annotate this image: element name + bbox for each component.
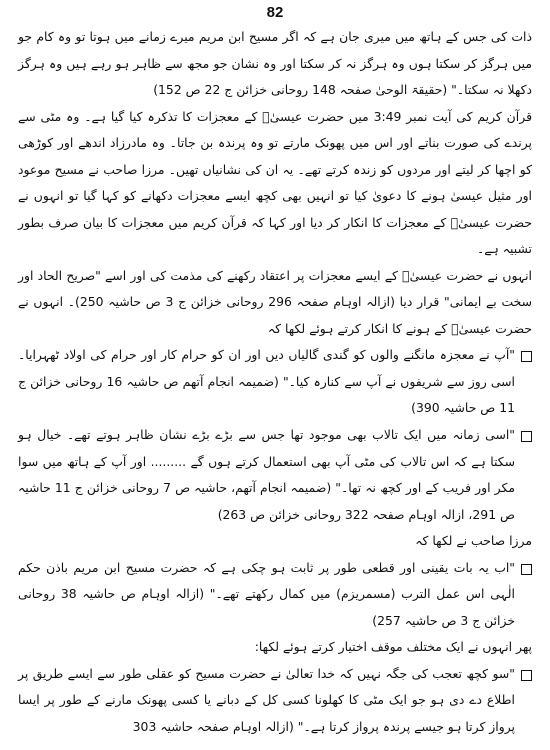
- bullet-text: "اسی زمانہ میں ایک تالاب بھی موجود تھا جس سے بڑے بڑے نشان ظاہر ہوتے تھے۔ خیال ہو سکتا ہے کہ اس تالاب کی مٹی آپ بھی استعمال کرتے ہوں گے ......... اور آپ کے ہاتھ میں سوا مکر اور فریب کے اور کچھ نہ تھا۔" (ضمیمہ انجام آتھم، حاشیہ ص 7 روحانی خزائن ج 11 حاشیہ ص 291، ازالہ اوہام صفحہ 322 روحانی خزائن ص 263): [18, 426, 515, 522]
- page-content: [18, 24, 532, 740]
- bullet-text: "سو کچھ تعجب کی جگہ نہیں کہ خدا تعالیٰ نے حضرت مسیح کو عقلی طور سے ایسے طریق پر اطلاع دے دی ہو جو ایک مٹی کا کھلونا کسی کل کے دبانے یا کسی پھونک مارنے کے طور پر ایسا پرواز کرتا ہو جیسے پرندہ پرواز کرتا ہے۔" (ازالہ اوہام صفحہ حاشیہ 303: [18, 665, 515, 734]
- bullet-item: [18, 342, 532, 422]
- page-number: 82: [266, 4, 284, 21]
- bullet-item: [18, 422, 532, 528]
- body-paragraph: انہوں نے حضرت عیسیٰؑ کے ایسے معجزات پر اعتقاد رکھنے کی مذمت کی اور اسے "صریح الحاد اور سخت بے ایمانی" قرار دیا (ازالہ اوہام صفحہ 296 روحانی خزائن ج 3 ص حاشیہ 250)۔ انہوں نے حضرت عیسیٰؑ کے ہونے کا انکار کرتے ہوئے لکھا کہ: [18, 267, 532, 336]
- square-bullet-icon: [521, 670, 532, 681]
- square-bullet-icon: [521, 564, 532, 575]
- body-paragraph: ذات کی جس کے ہاتھ میں میری جان ہے کہ اگر مسیح ابن مریم میرے زمانے میں ہوتا تو وہ کام جو میں ہرگز کر سکتا ہوں وہ ہرگز نہ کر سکتا اور وہ نشان جو مجھ سے ظاہر ہو رہے ہیں وہ ہرگز دکھلا نہ سکتا۔" (حقیقۃ الوحیٰ صفحہ 148 روحانی خزائن ج 22 ص 152): [18, 29, 532, 98]
- body-paragraph: قرآن کریم کی آیت نمبر 3:49 میں حضرت عیسیٰؑ کے معجزات کا تذکرہ کیا گیا ہے۔ وہ مٹی سے پرندے کی صورت بناتے اور اس میں پھونک مارتے تو وہ پرندہ بن جاتا۔ وہ مادرزاد اندھے اور کوڑھی کو اچھا کر لیتے اور مردوں کو زندہ کرتے تھے۔ یہ ان کی نشانیاں تھیں۔ مرزا صاحب نے مسیح موعود اور مثیل عیسیٰ ہونے کا دعویٰ کیا تو انہیں بھی کچھ ایسے معجزات دکھانے کو کہا گیا تو انہوں نے حضرت عیسیٰؑ کے معجزات کا انکار کر دیا اور کہا کہ قرآن کریم میں معجزات کا بیان صرف بطور تشبیہ ہے۔: [18, 108, 532, 257]
- bullet-text: "آپ نے معجزہ مانگنے والوں کو گندی گالیاں دیں اور ان کو حرام کار اور حرام کی اولاد ٹھہرایا۔ اسی روز سے شریفوں نے آپ سے کنارہ کیا۔" (ضمیمہ انجام آتھم ص حاشیہ 16 روحانی خزائن ج 11 ص حاشیہ 390): [18, 347, 515, 416]
- bullet-text: "اب یہ بات یقینی اور قطعی طور پر ثابت ہو چکی ہے کہ حضرت مسیح ابن مریم باذن حکم الٰہی اس عمل الترب (مسمریزم) میں کمال رکھتے تھے۔" (ازالہ اوہام ص حاشیہ 38 روحانی خزائن ج 3 ص حاشیہ 257): [18, 559, 515, 628]
- body-paragraph: مرزا صاحب نے لکھا کہ: [415, 533, 532, 549]
- square-bullet-icon: [521, 351, 532, 362]
- body-paragraph: پھر انہوں نے ایک مختلف موقف اختیار کرتے ہوئے لکھا:: [254, 639, 532, 655]
- bullet-item: [18, 661, 532, 741]
- square-bullet-icon: [521, 431, 532, 442]
- bullet-item: [18, 555, 532, 635]
